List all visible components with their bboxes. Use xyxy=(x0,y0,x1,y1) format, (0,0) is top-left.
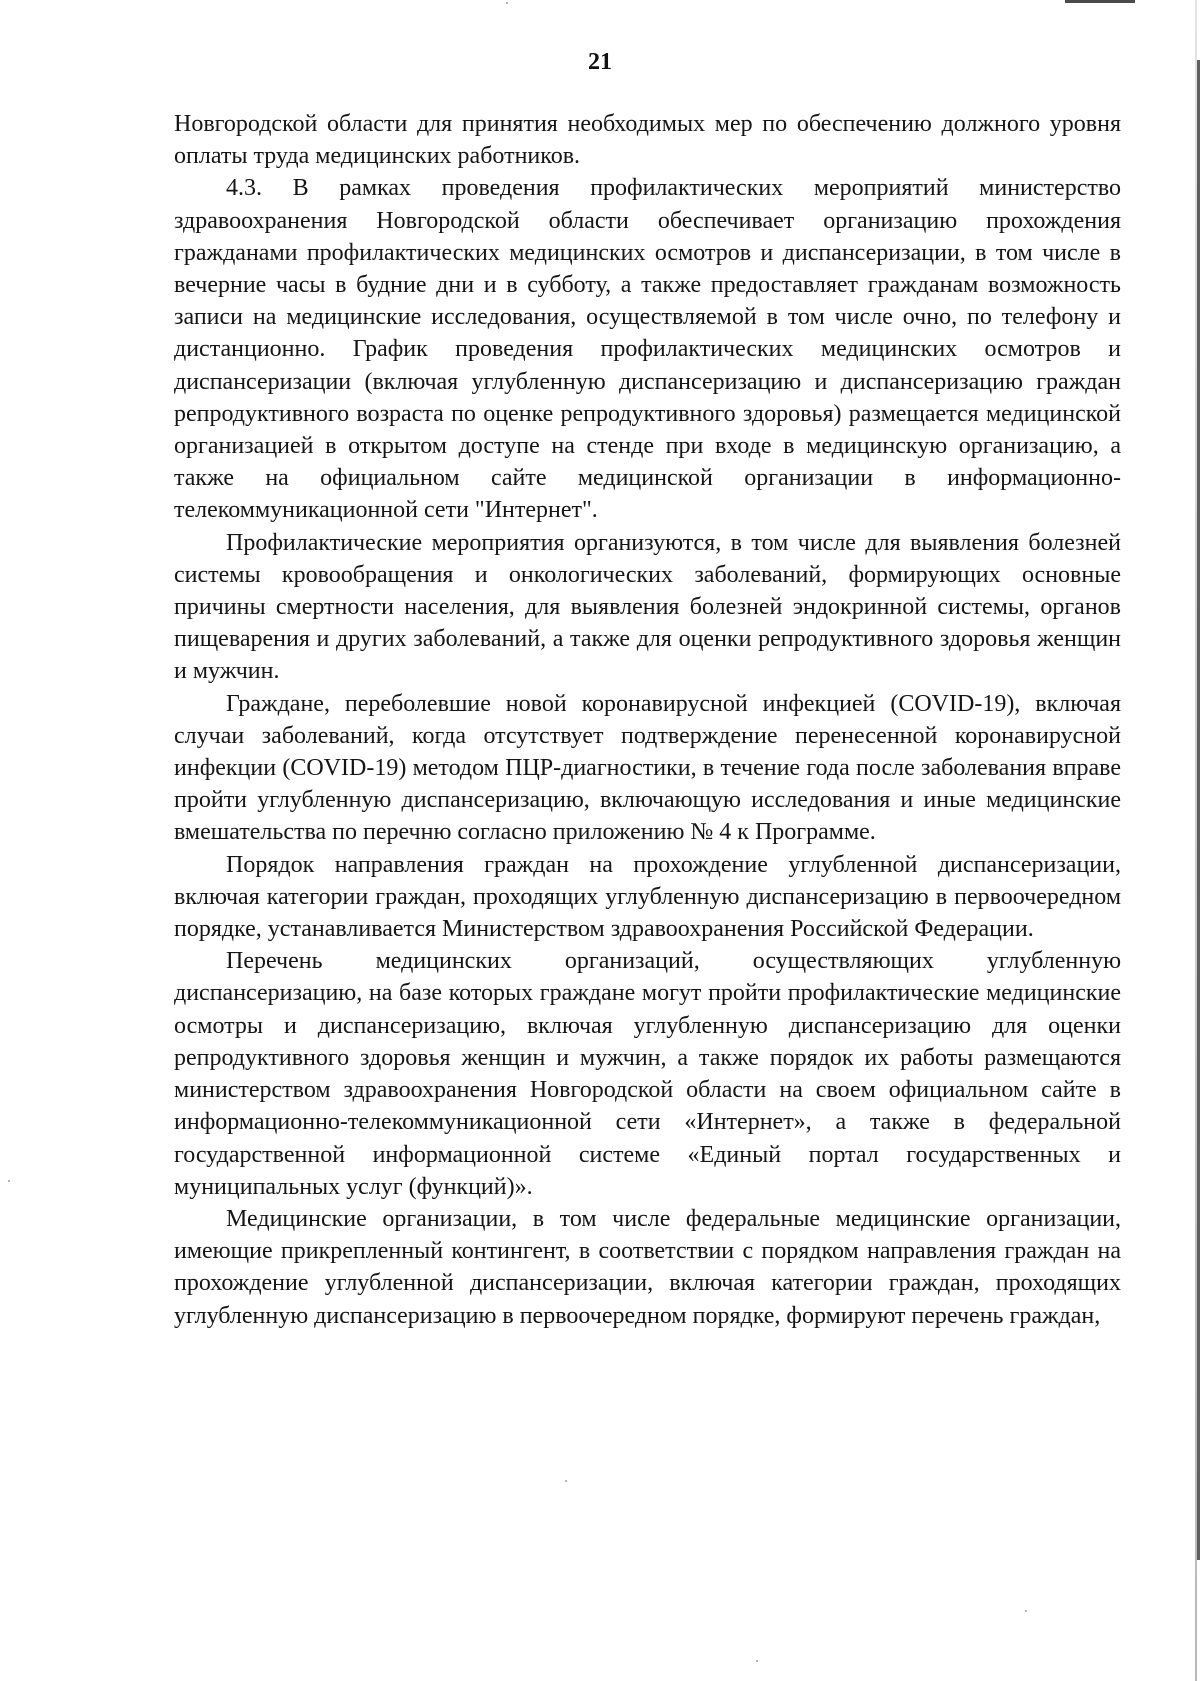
scan-speck xyxy=(565,1480,567,1482)
paragraph-preventive-measures: Профилактические мероприятия организуются, в том числе для выявления болезней системы кровообращения и онкологических заболеваний, формирующих основные причины смертности населения, для выявления болезней эндокринной системы, органов пищеварения и других заболеваний, а также для оценки репродуктивного здоровья женщин и мужчин. xyxy=(174,529,1121,685)
paragraph-referral-procedure: Порядок направления граждан на прохождение углубленной диспансеризации, включая категории граждан, проходящих углубленную диспансеризацию в первоочередном порядке, устанавливается Министерством здравоохранения Российской Федерации. xyxy=(174,851,1121,943)
scan-speck xyxy=(756,1660,758,1662)
paragraph-organizations-list: Перечень медицинских организаций, осуществляющих углубленную диспансеризацию, на базе которых граждане могут пройти профилактические медицинские осмотры и диспансеризацию, включая углубленную диспансеризацию для оценки репродуктивного здоровья женщин и мужчин, а также порядок их работы размещаются министерством здравоохранения Новгородской области на своем официальном сайте в информационно-телекоммуникационной сети «Интернет», а также в федеральной государственной информационной системе «Единый портал государственных и муниципальных услуг (функций)». xyxy=(174,948,1121,1200)
scan-speck xyxy=(506,2,508,4)
paragraph-continuation: Новгородской области для принятия необходимых мер по обеспечению должного уровня оплаты труда медицинских работников. xyxy=(174,111,1121,170)
scan-speck xyxy=(1025,1610,1027,1612)
paragraph-medical-organizations: Медицинские организации, в том числе федеральные медицинские организации, имеющие прикрепленный контингент, в соответствии с порядком направления граждан на прохождение углубленной диспансеризации, включая категории граждан, проходящих углубленную диспансеризацию в первоочередном порядке, формируют перечень граждан, xyxy=(174,1205,1121,1329)
paragraph-covid-recovered: Граждане, переболевшие новой коронавирусной инфекцией (COVID-19), включая случаи заболеваний, когда отсутствует подтверждение перенесенной коронавирусной инфекции (COVID-19) методом ПЦР-диагностики, в течение года после заболевания вправе пройти углубленную диспансеризацию, включающую исследования и иные медицинские вмешательства по перечню согласно приложению № 4 к Программе. xyxy=(174,690,1121,846)
scan-artifact-top xyxy=(1065,0,1135,3)
paragraph-section-4-3: 4.3. В рамках проведения профилактических мероприятий министерство здравоохранения Новгородской области обеспечивает организацию прохождения гражданами профилактических медицинских осмотров и диспансеризации, в том числе в вечерние часы в будние дни и в субботу, а также предоставляет гражданам возможность записи на медицинские исследования, осуществляемой в том числе очно, по телефону и дистанционно. График проведения профилактических медицинских осмотров и диспансеризации (включая углубленную диспансеризацию и диспансеризацию граждан репродуктивного возраста по оценке репродуктивного здоровья) размещается медицинской организацией в открытом доступе на стенде при входе в медицинскую организацию, а также на официальном сайте медицинской организации в информационно-телекоммуникационной сети "Интернет". xyxy=(174,175,1121,524)
scan-speck xyxy=(8,1180,10,1182)
page-number: 21 xyxy=(588,49,612,75)
document-body xyxy=(174,108,1121,1332)
